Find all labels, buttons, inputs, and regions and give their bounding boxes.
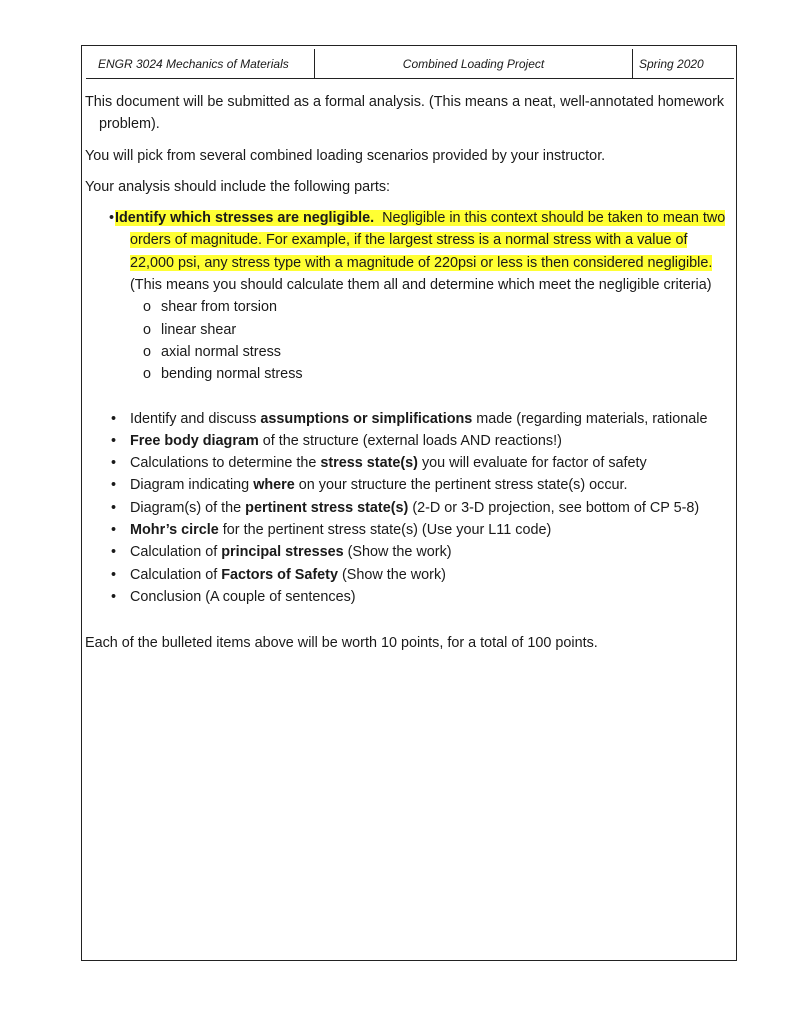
circle-bullet-icon: o [143, 321, 152, 338]
bullet-icon: • [111, 566, 117, 583]
closing-paragraph: Each of the bulleted items above will be worth 10 points, for a total of 100 points. [85, 635, 598, 652]
list-spacer [85, 386, 733, 408]
intro-paragraph-3: Your analysis should include the following parts: [85, 178, 391, 195]
bullet-icon: • [109, 210, 115, 227]
list-item: o axial normal stress [143, 341, 733, 363]
bullet-icon: • [111, 432, 117, 449]
course-title: ENGR 3024 Mechanics of Materials [86, 49, 315, 78]
document-frame [81, 45, 737, 961]
list-item [85, 207, 733, 385]
bullet-icon: • [111, 522, 117, 539]
document-body [85, 91, 733, 655]
circle-bullet-icon: o [143, 343, 152, 360]
negligible-label: Identify which stresses are negligible. [115, 210, 375, 227]
list-item: • Calculations to determine the stress state(s) you will evaluate for factor of safety [85, 452, 733, 474]
stress-type-list [115, 296, 733, 385]
intro-paragraph-2: You will pick from several combined loading scenarios provided by your instructor. [85, 147, 606, 164]
list-item: o shear from torsion [143, 296, 733, 318]
negligible-note: (This means you should calculate them all and determine which meet the negligible criteria) [130, 277, 712, 294]
list-item: o bending normal stress [143, 363, 733, 385]
bullet-icon: • [111, 410, 117, 427]
list-item: • Diagram(s) of the pertinent stress state(s) (2-D or 3-D projection, see bottom of CP 5-8) [85, 497, 733, 519]
bullet-icon: • [111, 588, 117, 605]
negligible-definition: Negligible in this context should be taken to mean two orders of magnitude. For example, if the largest stress is a normal stress with a value of 22,000 psi, any stress type with a magnitude of 220psi or less is then considered negligible. [130, 210, 726, 271]
list-item: o linear shear [143, 319, 733, 341]
bullet-icon: • [111, 499, 117, 516]
list-item: • Mohr’s circle for the pertinent stress state(s) (Use your L11 code) [85, 519, 733, 541]
list-item: • Calculation of principal stresses (Show the work) [85, 541, 733, 563]
list-item: • Calculation of Factors of Safety (Show the work) [85, 564, 733, 586]
header-table [86, 49, 734, 79]
bullet-icon: • [111, 477, 117, 494]
list-item: • Free body diagram of the structure (external loads AND reactions!) [85, 430, 733, 452]
project-title: Combined Loading Project [315, 49, 633, 78]
circle-bullet-icon: o [143, 366, 152, 383]
intro-paragraph-1: This document will be submitted as a formal analysis. (This means a neat, well-annotated homework problem). [85, 94, 725, 133]
requirements-list [85, 207, 733, 608]
list-item: • Identify and discuss assumptions or simplifications made (regarding materials, rationale [85, 408, 733, 430]
bullet-icon: • [111, 544, 117, 561]
list-item: • Diagram indicating where on your structure the pertinent stress state(s) occur. [85, 474, 733, 496]
list-item: • Conclusion (A couple of sentences) [85, 586, 733, 608]
bullet-icon: • [111, 455, 117, 472]
term: Spring 2020 [639, 56, 704, 71]
circle-bullet-icon: o [143, 299, 152, 316]
